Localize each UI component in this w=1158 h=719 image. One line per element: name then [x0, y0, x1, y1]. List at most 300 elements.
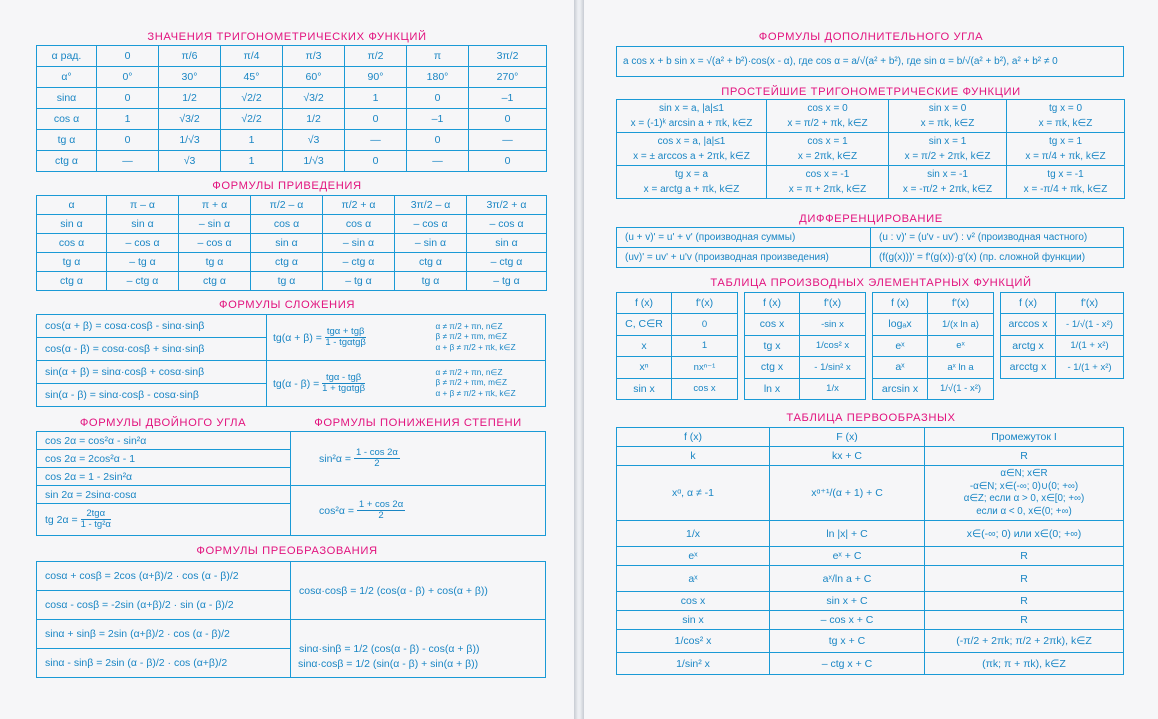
antideriv-cell: – ctg x + C — [770, 653, 925, 675]
derivs-cell: 0 — [672, 314, 738, 336]
reduction-cell: tg α — [37, 253, 107, 272]
derivs-cell: arccos x — [1001, 314, 1056, 336]
antideriv-cell: cos x — [617, 592, 770, 611]
derivs-row — [1001, 335, 1124, 357]
trig-values-cell: 0° — [97, 67, 159, 88]
trig-values-cell: 0 — [97, 46, 159, 67]
antideriv-cell: x∈(-∞; 0) или x∈(0; +∞) — [925, 521, 1124, 547]
trig-values-cell: — — [469, 130, 547, 151]
trig-values-cell: 1/2 — [159, 88, 221, 109]
trig-values-cell: π/2 — [345, 46, 407, 67]
reduction-cell: sin α — [37, 215, 107, 234]
reduction-cell: sin α — [251, 234, 323, 253]
trig-values-title: ЗНАЧЕНИЯ ТРИГОНОМЕТРИЧЕСКИХ ФУНКЦИЙ — [147, 31, 427, 43]
derivs-row — [1001, 314, 1124, 336]
interval-line: -α∈N; x∈(-∞; 0)∪(0; +∞) — [969, 480, 1079, 492]
cond-plus: α ≠ π/2 + πn, n∈Z — [435, 321, 503, 331]
derivs-cell: 1/x — [800, 378, 866, 400]
simplest-line: x = π/2 + 2πk, k∈Z — [904, 151, 991, 162]
trig-values-cell: sinα — [37, 88, 97, 109]
transform-right-row: cosα·cosβ = 1/2 (cos(α - β) + cos(α + β)) — [291, 562, 546, 620]
antideriv-cell: 1/cos² x — [617, 630, 770, 653]
trig-values-cell: π/6 — [159, 46, 221, 67]
addition-row: sin(α - β) = sinα·cosβ - cosα·sinβ — [37, 384, 267, 407]
reduction-cell: π + α — [179, 196, 251, 215]
antideriv-row — [617, 566, 1124, 592]
reduction-cell: – sin α — [395, 234, 467, 253]
simplest-line: tg x = 0 — [1048, 103, 1083, 114]
trig-values-row — [37, 109, 547, 130]
derivs-head — [745, 293, 866, 314]
antideriv-row — [617, 592, 1124, 611]
trig-values-cell: 45° — [221, 67, 283, 88]
derivs-cell: nxⁿ⁻¹ — [672, 357, 738, 379]
reduction-cell: cos α — [323, 215, 395, 234]
reduction-table — [36, 195, 547, 291]
derivs-table-4 — [1000, 292, 1124, 379]
reduction-cell: tg α — [251, 272, 323, 291]
reduction-cell: π/2 – α — [251, 196, 323, 215]
antideriv-cell: xᵅ⁺¹/(α + 1) + C — [770, 466, 925, 521]
left-page — [0, 0, 574, 719]
trig-values-cell: ctg α — [37, 151, 97, 172]
derivs-cell: - 1/√(1 - x²) — [1056, 314, 1124, 336]
antideriv-cell: sin x + C — [770, 592, 925, 611]
simplest-line: sin x = a, |a|≤1 — [659, 103, 724, 114]
derivs-row — [745, 314, 866, 336]
double-row: cos 2α = 1 - 2sin²α — [37, 468, 291, 486]
reduction-cell: π/2 + α — [323, 196, 395, 215]
trig-values-cell: 180° — [407, 67, 469, 88]
trig-values-cell: 0 — [97, 130, 159, 151]
reduction-cell: ctg α — [179, 272, 251, 291]
derivs-cell: tg x — [745, 335, 800, 357]
transform-left-row: sinα + sinβ = 2sin (α+β)/2 · cos (α - β)/2 — [37, 620, 291, 649]
double-angle-title: ФОРМУЛЫ ДВОЙНОГО УГЛА — [79, 417, 247, 429]
tg-plus-den: 1 - tgαtgβ — [325, 337, 366, 348]
antideriv-cell — [925, 466, 1124, 521]
antideriv-row — [617, 611, 1124, 630]
derivs-cell: 1/√(1 - x²) — [928, 378, 994, 400]
antideriv-cell: (πk; π + πk), k∈Z — [925, 653, 1124, 675]
cond-minus: α + β ≠ π/2 + πk, k∈Z — [435, 388, 516, 398]
derivs-row — [745, 335, 866, 357]
diff-cell: (f(g(x)))' = f'(g(x))·g'(x) (пр. сложной функции) — [871, 248, 1124, 268]
derivs-row — [873, 357, 994, 379]
derivs-row — [745, 357, 866, 379]
derivs-cell: -sin x — [800, 314, 866, 336]
tg-minus-lhs: tg(α - β) = — [273, 377, 320, 390]
double-row: cos 2α = cos²α - sin²α — [37, 432, 291, 450]
antideriv-cell: 1/sin² x — [617, 653, 770, 675]
interval-line: α∈N; x∈R — [1000, 468, 1048, 479]
cond-minus: α ≠ π/2 + πn, n∈Z — [435, 367, 503, 377]
reduction-row — [37, 215, 547, 234]
sin-square-den: 2 — [374, 458, 380, 469]
antideriv-cell: ln |x| + C — [770, 521, 925, 547]
antideriv-row — [617, 447, 1124, 466]
reduction-cell: sin α — [107, 215, 179, 234]
derivs-row — [873, 314, 994, 336]
trig-values-cell: — — [345, 130, 407, 151]
reduction-cell: – cos α — [395, 215, 467, 234]
simplest-line: x = (-1)ᵏ arcsin a + πk, k∈Z — [630, 118, 753, 129]
reduction-row — [37, 196, 547, 215]
antideriv-head-cell: F (x) — [770, 428, 925, 447]
simplest-line: x = πk, k∈Z — [920, 118, 975, 129]
antideriv-cell: – cos x + C — [770, 611, 925, 630]
derivs-cell: arcctg x — [1001, 357, 1056, 379]
derivs-cell: aˣ — [873, 357, 928, 379]
simplest-line: x = πk, k∈Z — [1038, 118, 1093, 129]
trig-values-cell: 60° — [283, 67, 345, 88]
simplest-table — [616, 99, 1125, 199]
antideriv-cell: R — [925, 592, 1124, 611]
simplest-line: cos x = -1 — [805, 169, 850, 180]
transform-left-row: cosα - cosβ = -2sin (α+β)/2 · sin (α - β)/2 — [37, 591, 291, 620]
derivs-row — [617, 357, 738, 379]
trig-values-cell: √2/2 — [221, 88, 283, 109]
derivs-cell: C, C∈R — [617, 314, 672, 336]
antideriv-row — [617, 653, 1124, 675]
simplest-line: tg x = 1 — [1048, 136, 1083, 147]
derivs-cell: - 1/(1 + x²) — [1056, 357, 1124, 379]
reduction-cell: α — [37, 196, 107, 215]
derivs-head — [1001, 293, 1124, 314]
trig-values-cell: — — [97, 151, 159, 172]
simplest-cell — [889, 100, 1007, 133]
antideriv-head-cell: f (x) — [617, 428, 770, 447]
simplest-cell — [1007, 166, 1125, 199]
reduction-cell: cos α — [251, 215, 323, 234]
double-row: cos 2α = 2cos²α - 1 — [37, 450, 291, 468]
extra-angle-formula: a cos x + b sin x = √(a² + b²)·cos(x - α), где cos α = a/√(a² + b²), где sin α = b/√(a² + b²), a² + b² ≠ 0 — [623, 56, 1058, 67]
reduction-cell: 3π/2 + α — [467, 196, 547, 215]
reduction-cell: π – α — [107, 196, 179, 215]
diff-cell: (u : v)' = (u'v - uv') : v² (производная частного) — [871, 228, 1124, 248]
antideriv-cell: (-π/2 + 2πk; π/2 + 2πk), k∈Z — [925, 630, 1124, 653]
derivs-cell: 1/(1 + x²) — [1056, 335, 1124, 357]
trig-values-cell: α° — [37, 67, 97, 88]
derivs-table-2 — [744, 292, 866, 400]
derivs-cell: - 1/sin² x — [800, 357, 866, 379]
trig-values-cell: √2/2 — [221, 109, 283, 130]
trig-values-cell: α рад. — [37, 46, 97, 67]
simplest-line: x = π/4 + πk, k∈Z — [1025, 151, 1106, 162]
trig-values-cell: 1 — [345, 88, 407, 109]
derivs-row — [617, 314, 738, 336]
simplest-line: x = 2πk, k∈Z — [797, 151, 858, 162]
reduction-cell: – sin α — [179, 215, 251, 234]
trig-values-cell: 3π/2 — [469, 46, 547, 67]
derivs-row — [1001, 357, 1124, 379]
addition-row: cos(α - β) = cosα·cosβ + sinα·sinβ — [37, 338, 267, 361]
derivs-row — [617, 335, 738, 357]
reduction-cell: 3π/2 – α — [395, 196, 467, 215]
diff-cell: (uv)' = uv' + u'v (производная произведения) — [617, 248, 871, 268]
sin-square-num: 1 - cos 2α — [355, 446, 398, 458]
book-gutter — [574, 0, 584, 719]
cond-plus: β ≠ π/2 + πm, m∈Z — [435, 332, 508, 342]
simplest-line: cos x = a, |a|≤1 — [657, 136, 726, 147]
transform-left-row: cosα + cosβ = 2cos (α+β)/2 · cos (α - β)/2 — [37, 562, 291, 591]
derivs-head-cell: f (x) — [745, 293, 800, 314]
trig-values-cell: 1 — [221, 130, 283, 151]
reduction-cell: – cos α — [107, 234, 179, 253]
antideriv-cell: eˣ + C — [770, 547, 925, 566]
antideriv-head-cell: Промежуток I — [925, 428, 1124, 447]
simplest-cell — [1007, 100, 1125, 133]
trig-values-cell: √3/2 — [283, 88, 345, 109]
trig-values-cell: π/4 — [221, 46, 283, 67]
reduction-cell: – tg α — [323, 272, 395, 291]
derivs-cell: logₐx — [873, 314, 928, 336]
derivs-table-1 — [616, 292, 738, 400]
sin-square-lhs: sin²α = — [319, 452, 352, 465]
reduction-cell: – tg α — [467, 272, 547, 291]
simplest-row — [617, 166, 1125, 199]
trig-values-cell: √3/2 — [159, 109, 221, 130]
trig-values-cell: –1 — [407, 109, 469, 130]
trig-values-row — [37, 67, 547, 88]
addition-row: sin(α + β) = sinα·cosβ + cosα·sinβ — [37, 361, 267, 384]
derivs-head-cell: f (x) — [1001, 293, 1056, 314]
trig-values-cell: 1/√3 — [283, 151, 345, 172]
tg-double-lhs: tg 2α = — [45, 513, 78, 526]
antideriv-title: ТАБЛИЦА ПЕРВООБРАЗНЫХ — [786, 412, 956, 424]
antideriv-cell: tg x + C — [770, 630, 925, 653]
reduction-cell: – tg α — [107, 253, 179, 272]
trig-values-cell: 1/√3 — [159, 130, 221, 151]
simplest-cell — [767, 100, 889, 133]
derivs-cell: x — [617, 335, 672, 357]
tg-plus-num: tgα + tgβ — [326, 325, 365, 337]
derivs-cell: arctg x — [1001, 335, 1056, 357]
reduction-cell: ctg α — [395, 253, 467, 272]
derivs-row — [617, 378, 738, 400]
trig-values-cell: –1 — [469, 88, 547, 109]
antideriv-cell: 1/x — [617, 521, 770, 547]
simplest-line: x = -π/2 + 2πk, k∈Z — [902, 184, 993, 195]
transform-right-row: sinα·cosβ = 1/2 (sin(α - β) + sin(α + β)) — [298, 658, 479, 670]
trig-values-cell: π/3 — [283, 46, 345, 67]
addition-row: cos(α + β) = cosα·cosβ - sinα·sinβ — [37, 315, 267, 338]
extra-angle-box — [616, 46, 1124, 77]
derivs-cell: ctg x — [745, 357, 800, 379]
reduction-row — [37, 234, 547, 253]
derivs-cell: xⁿ — [617, 357, 672, 379]
trig-values-cell: tg α — [37, 130, 97, 151]
derivs-cell: eˣ — [873, 335, 928, 357]
derivs-head — [617, 293, 738, 314]
transform-title: ФОРМУЛЫ ПРЕОБРАЗОВАНИЯ — [196, 545, 378, 557]
derivs-head-cell: f'(x) — [672, 293, 738, 314]
simplest-line: sin x = -1 — [927, 169, 968, 180]
simplest-line: sin x = 0 — [928, 103, 967, 114]
derivs-cell: 1/cos² x — [800, 335, 866, 357]
antideriv-cell: aˣ — [617, 566, 770, 592]
simplest-cell — [1007, 133, 1125, 166]
simplest-line: sin x = 1 — [928, 136, 967, 147]
tg-double-num: 2tgα — [81, 509, 111, 521]
reduction-cell: – ctg α — [323, 253, 395, 272]
trig-values-cell: √3 — [159, 151, 221, 172]
double-row: sin 2α = 2sinα·cosα — [37, 486, 291, 504]
reduction-title: ФОРМУЛЫ ПРИВЕДЕНИЯ — [212, 180, 362, 192]
simplest-cell — [617, 133, 767, 166]
simplest-line: cos x = 1 — [807, 136, 848, 147]
derivs-cell: arcsin x — [873, 378, 928, 400]
derivs-head-cell: f (x) — [617, 293, 672, 314]
antideriv-cell: kx + C — [770, 447, 925, 466]
trig-values-cell: 0 — [407, 130, 469, 151]
reduction-cell: ctg α — [251, 253, 323, 272]
derivs-row — [873, 335, 994, 357]
reduction-cell: – ctg α — [467, 253, 547, 272]
reduction-cell: cos α — [37, 234, 107, 253]
derivs-cell: cos x — [745, 314, 800, 336]
interval-line: если α < 0, x∈(0; +∞) — [976, 505, 1072, 517]
antideriv-row — [617, 521, 1124, 547]
simplest-cell — [767, 133, 889, 166]
trig-values-cell: 0 — [97, 88, 159, 109]
simplest-line: x = π/2 + πk, k∈Z — [787, 118, 868, 129]
transform-left-row: sinα - sinβ = 2sin (α - β)/2 · cos (α+β)/2 — [37, 649, 291, 678]
antideriv-cell: R — [925, 566, 1124, 592]
simplest-line: x = π + 2πk, k∈Z — [788, 184, 867, 195]
addition-title: ФОРМУЛЫ СЛОЖЕНИЯ — [218, 299, 356, 311]
trig-values-cell: 0 — [345, 109, 407, 130]
reduction-cell: – sin α — [323, 234, 395, 253]
trig-values-cell: cos α — [37, 109, 97, 130]
antideriv-cell: aˣ/ln a + C — [770, 566, 925, 592]
extra-angle-title: ФОРМУЛЫ ДОПОЛНИТЕЛЬНОГО УГЛА — [758, 31, 984, 43]
simplest-cell — [617, 166, 767, 199]
antideriv-cell: sin x — [617, 611, 770, 630]
reduction-cell: – ctg α — [107, 272, 179, 291]
derivs-cell: aˣ ln a — [928, 357, 994, 379]
trig-values-cell: 0 — [407, 88, 469, 109]
derivs-table-3 — [872, 292, 994, 400]
interval-line: α∈Z; если α > 0, x∈[0; +∞) — [963, 493, 1085, 504]
simplest-row — [617, 100, 1125, 133]
cond-plus: α + β ≠ π/2 + πk, k∈Z — [435, 342, 516, 352]
trig-values-cell: 1 — [97, 109, 159, 130]
cos-square-den: 2 — [378, 510, 384, 521]
reduction-row — [37, 253, 547, 272]
trig-values-cell: 30° — [159, 67, 221, 88]
simplest-line: tg x = -1 — [1047, 169, 1084, 180]
trig-values-cell: π — [407, 46, 469, 67]
reduction-cell: tg α — [395, 272, 467, 291]
cos-square-lhs: cos²α = — [319, 504, 354, 517]
simplest-cell — [889, 166, 1007, 199]
antideriv-cell: xᵅ, α ≠ -1 — [617, 466, 770, 521]
derivs-cell: 1/(x ln a) — [928, 314, 994, 336]
simplest-cell — [767, 166, 889, 199]
tg-double-den: 1 - tg²α — [80, 519, 111, 530]
reduction-cell: – cos α — [467, 215, 547, 234]
reduction-cell: tg α — [179, 253, 251, 272]
simplest-line: x = ± arccos a + 2πk, k∈Z — [633, 151, 750, 162]
trig-values-row — [37, 151, 547, 172]
tg-minus-den: 1 + tgαtgβ — [322, 383, 366, 394]
derivs-cell: sin x — [617, 378, 672, 400]
cos-square-num: 1 + cos 2α — [358, 498, 404, 510]
derivs-cell: eˣ — [928, 335, 994, 357]
derivs-cell: 1 — [672, 335, 738, 357]
diff-table — [616, 227, 1124, 268]
transform-right-row: sinα·sinβ = 1/2 (cos(α - β) - cos(α + β)) — [291, 620, 546, 678]
antideriv-cell: eˣ — [617, 547, 770, 566]
trig-values-cell: 1/2 — [283, 109, 345, 130]
lowering-title: ФОРМУЛЫ ПОНИЖЕНИЯ СТЕПЕНИ — [314, 417, 522, 429]
antideriv-cell: R — [925, 447, 1124, 466]
trig-values-cell: √3 — [283, 130, 345, 151]
simplest-title: ПРОСТЕЙШИЕ ТРИГОНОМЕТРИЧЕСКИЕ ФУНКЦИИ — [721, 86, 1021, 98]
derivs-title: ТАБЛИЦА ПРОИЗВОДНЫХ ЭЛЕМЕНТАРНЫХ ФУНКЦИЙ — [710, 277, 1032, 289]
trig-values-cell: 0 — [345, 151, 407, 172]
derivs-row — [873, 378, 994, 400]
trig-values-cell: 0 — [469, 151, 547, 172]
derivs-cell: cos x — [672, 378, 738, 400]
reduction-cell: sin α — [467, 234, 547, 253]
trig-values-cell: — — [407, 151, 469, 172]
addition-table — [36, 314, 546, 407]
derivs-head — [873, 293, 994, 314]
reduction-row — [37, 272, 547, 291]
cond-minus: β ≠ π/2 + πm, m∈Z — [435, 378, 508, 388]
simplest-cell — [617, 100, 767, 133]
antideriv-cell: R — [925, 547, 1124, 566]
trig-values-table — [36, 45, 547, 172]
antideriv-row — [617, 466, 1124, 521]
right-page — [584, 0, 1158, 719]
simplest-line: x = arctg a + πk, k∈Z — [643, 184, 740, 195]
antideriv-row — [617, 547, 1124, 566]
derivs-head-cell: f (x) — [873, 293, 928, 314]
trig-values-cell: 90° — [345, 67, 407, 88]
antideriv-cell: k — [617, 447, 770, 466]
derivs-cell: ln x — [745, 378, 800, 400]
simplest-line: cos x = 0 — [807, 103, 848, 114]
derivs-head-cell: f'(x) — [1056, 293, 1124, 314]
tg-minus-num: tgα - tgβ — [322, 373, 365, 385]
trig-values-cell: 270° — [469, 67, 547, 88]
antideriv-cell: R — [925, 611, 1124, 630]
derivs-row — [745, 378, 866, 400]
double-lowering-table — [36, 431, 546, 536]
trig-values-row — [37, 130, 547, 151]
diff-title: ДИФФЕРЕНЦИРОВАНИЕ — [799, 213, 943, 225]
antideriv-row — [617, 630, 1124, 653]
reduction-cell: – cos α — [179, 234, 251, 253]
derivs-head-cell: f'(x) — [800, 293, 866, 314]
simplest-row — [617, 133, 1125, 166]
antideriv-head — [617, 428, 1124, 447]
trig-values-cell: 1 — [221, 151, 283, 172]
trig-values-row — [37, 46, 547, 67]
antideriv-table — [616, 427, 1124, 675]
simplest-cell — [889, 133, 1007, 166]
trig-values-cell: 0 — [469, 109, 547, 130]
derivs-head-cell: f'(x) — [928, 293, 994, 314]
simplest-line: x = -π/4 + πk, k∈Z — [1023, 184, 1108, 195]
diff-cell: (u + v)' = u' + v' (производная суммы) — [617, 228, 871, 248]
reduction-cell: ctg α — [37, 272, 107, 291]
trig-values-row — [37, 88, 547, 109]
simplest-line: tg x = a — [674, 169, 709, 180]
